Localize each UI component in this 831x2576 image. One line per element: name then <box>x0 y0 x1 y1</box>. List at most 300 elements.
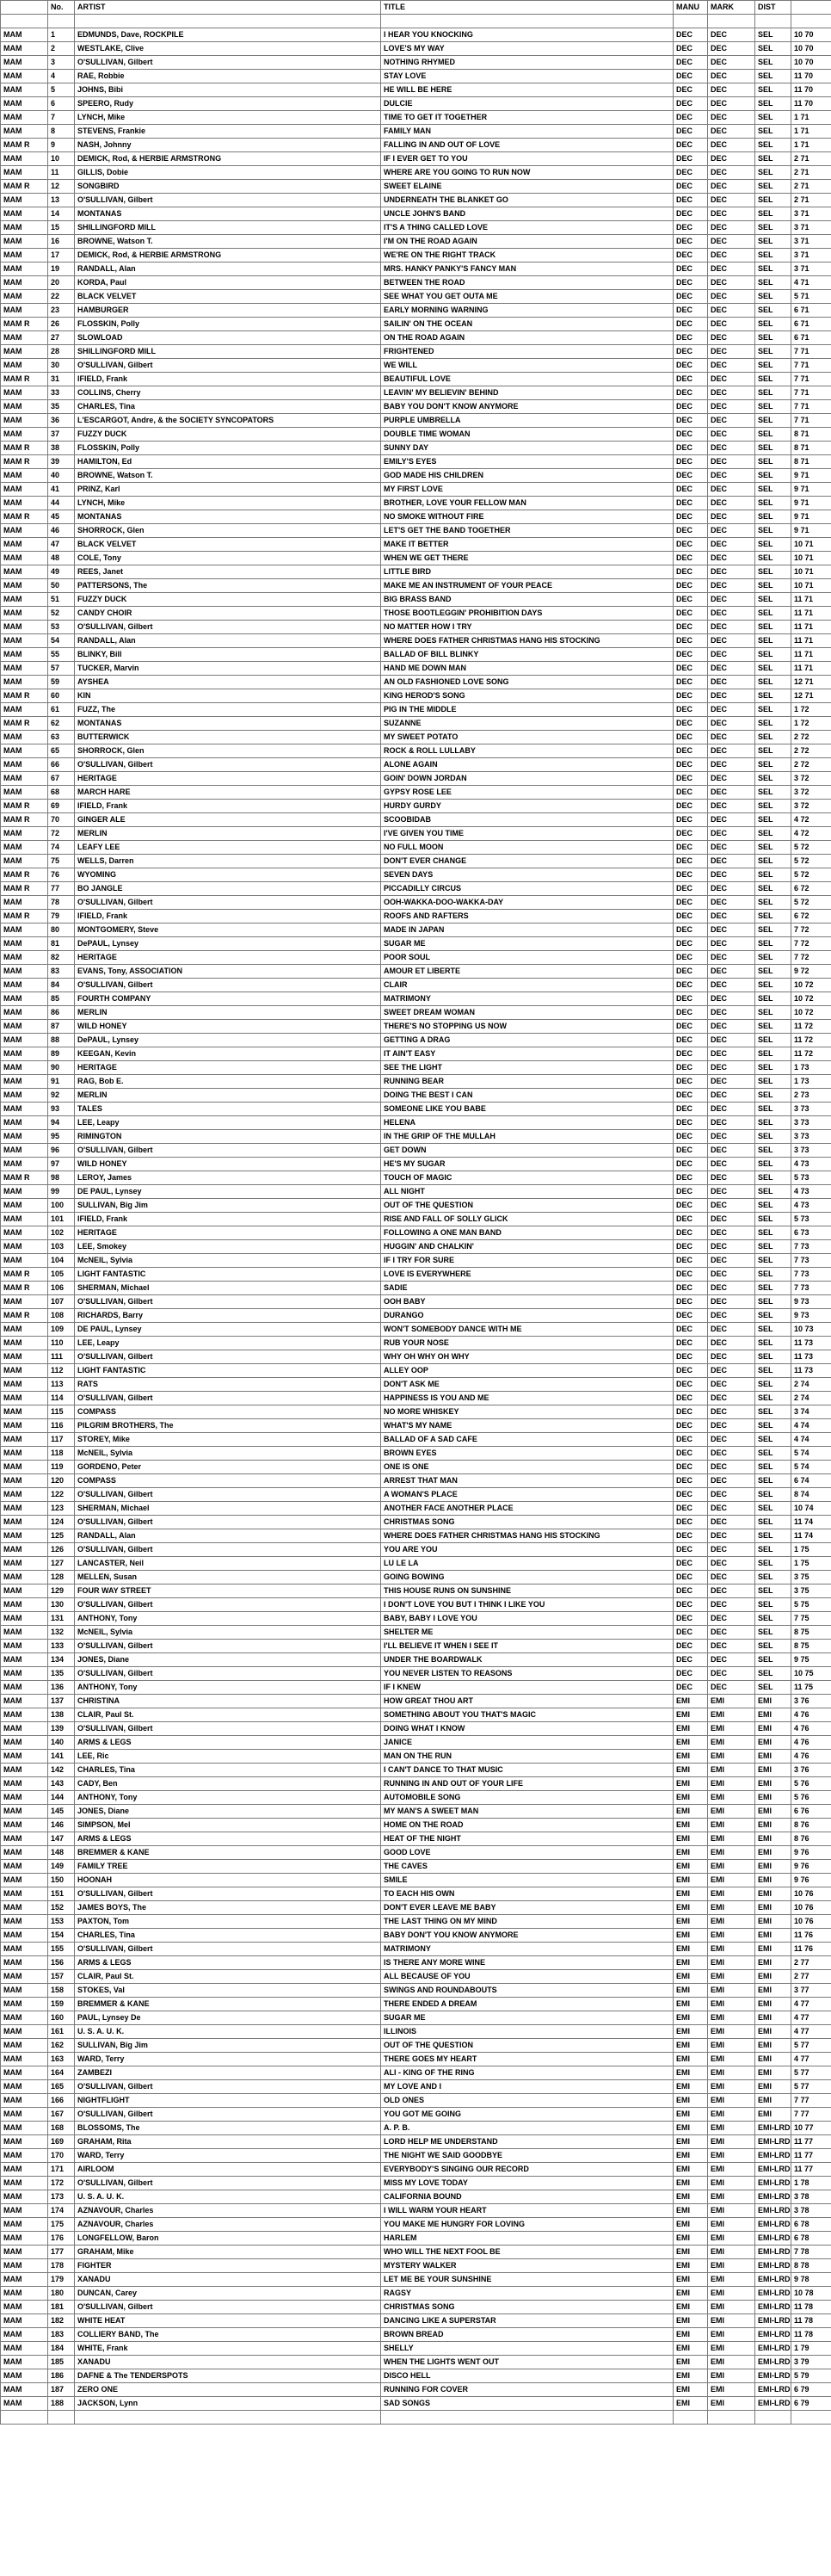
cell-mark: EMI <box>708 1819 755 1832</box>
cell-manu: DEC <box>674 56 708 70</box>
cell-artist: XANADU <box>75 2356 381 2369</box>
cell-manu: EMI <box>674 2232 708 2246</box>
cell-no: 38 <box>48 442 75 455</box>
cell-date: 1 73 <box>791 1061 831 1075</box>
table-row <box>1 1970 831 1984</box>
cell-no: 82 <box>48 951 75 965</box>
cell-artist: WYOMING <box>75 868 381 882</box>
cell-mark: DEC <box>708 786 755 800</box>
cell-dist: SEL <box>755 731 791 744</box>
cell-title: OOH-WAKKA-DOO-WAKKA-DAY <box>381 896 674 910</box>
cell-title: GOING BOWING <box>381 1571 674 1585</box>
cell-mark: EMI <box>708 2369 755 2383</box>
table-row <box>1 510 831 524</box>
cell-artist: O'SULLIVAN, Gilbert <box>75 1295 381 1309</box>
cell-artist: MERLIN <box>75 827 381 841</box>
cell-dist: EMI <box>755 1860 791 1874</box>
cell-artist: RANDALL, Alan <box>75 263 381 276</box>
cell-mark: EMI <box>708 2190 755 2204</box>
cell-manu: DEC <box>674 152 708 166</box>
cell-title: LOVE'S MY WAY <box>381 42 674 56</box>
cell-title: ARREST THAT MAN <box>381 1474 674 1488</box>
table-row <box>1 937 831 951</box>
cell-manu: DEC <box>674 1034 708 1047</box>
cell-date: 8 74 <box>791 1488 831 1502</box>
cell-title: YOU MAKE ME HUNGRY FOR LOVING <box>381 2218 674 2232</box>
cell-dist: SEL <box>755 1364 791 1378</box>
cell-manu: DEC <box>674 1516 708 1529</box>
cell-mark: DEC <box>708 676 755 689</box>
cell-no: 90 <box>48 1061 75 1075</box>
cell-date: 6 78 <box>791 2218 831 2232</box>
cell-mark: DEC <box>708 1626 755 1640</box>
cell-manu: DEC <box>674 524 708 538</box>
cell-date: 3 71 <box>791 235 831 249</box>
table-row <box>1 1103 831 1116</box>
cell-manu: DEC <box>674 841 708 855</box>
table-row <box>1 455 831 469</box>
cell-artist: JONES, Diane <box>75 1805 381 1819</box>
cell-dist: SEL <box>755 1171 791 1185</box>
cell-label: MAM <box>1 1929 48 1943</box>
cell-manu: EMI <box>674 2273 708 2287</box>
cell-date: 7 71 <box>791 414 831 428</box>
cell-date: 6 71 <box>791 318 831 331</box>
cell-artist: WHITE, Frank <box>75 2342 381 2356</box>
cell-mark: DEC <box>708 965 755 979</box>
cell-manu: DEC <box>674 139 708 152</box>
cell-mark: EMI <box>708 1764 755 1777</box>
cell-date: 5 79 <box>791 2369 831 2383</box>
table-row <box>1 194 831 207</box>
cell-title: BALLAD OF BILL BLINKY <box>381 648 674 662</box>
cell-label: MAM R <box>1 1268 48 1282</box>
cell-label: MAM <box>1 1419 48 1433</box>
table-row <box>1 841 831 855</box>
table-row <box>1 70 831 83</box>
table-row <box>1 2108 831 2122</box>
cell-artist: RICHARDS, Barry <box>75 1309 381 1323</box>
cell-title: ROCK & ROLL LULLABY <box>381 744 674 758</box>
cell-date: 9 73 <box>791 1295 831 1309</box>
cell-dist: EMI-LRD <box>755 2356 791 2369</box>
cell-artist: O'SULLIVAN, Gilbert <box>75 1488 381 1502</box>
cell-no: 184 <box>48 2342 75 2356</box>
cell-mark: DEC <box>708 937 755 951</box>
cell-no: 159 <box>48 1998 75 2011</box>
cell-dist: SEL <box>755 83 791 97</box>
cell-artist: DEMICK, Rod, & HERBIE ARMSTRONG <box>75 249 381 263</box>
cell-dist: SEL <box>755 758 791 772</box>
cell-manu: DEC <box>674 497 708 510</box>
cell-mark: EMI <box>708 1777 755 1791</box>
cell-manu: EMI <box>674 2259 708 2273</box>
cell-no: 27 <box>48 331 75 345</box>
cell-date: 11 74 <box>791 1516 831 1529</box>
table-row <box>1 579 831 593</box>
cell-manu: DEC <box>674 510 708 524</box>
cell-title: SAILIN' ON THE OCEAN <box>381 318 674 331</box>
cell-artist: TUCKER, Marvin <box>75 662 381 676</box>
cell-mark: DEC <box>708 1020 755 1034</box>
cell-label: MAM <box>1 469 48 483</box>
header-manu: MANU <box>674 1 708 15</box>
cell-dist: SEL <box>755 249 791 263</box>
cell-manu: DEC <box>674 813 708 827</box>
cell-title: AMOUR ET LIBERTE <box>381 965 674 979</box>
cell-no: 173 <box>48 2190 75 2204</box>
cell-no: 76 <box>48 868 75 882</box>
table-row <box>1 1777 831 1791</box>
table-row <box>1 1557 831 1571</box>
cell-no: 36 <box>48 414 75 428</box>
cell-label: MAM <box>1 152 48 166</box>
cell-label: MAM <box>1 1337 48 1350</box>
cell-title: FRIGHTENED <box>381 345 674 359</box>
table-row <box>1 2135 831 2149</box>
cell-label: MAM <box>1 1240 48 1254</box>
cell-label: MAM R <box>1 868 48 882</box>
cell-label: MAM <box>1 166 48 180</box>
cell-artist: MERLIN <box>75 1089 381 1103</box>
cell-title: TIME TO GET IT TOGETHER <box>381 111 674 125</box>
cell-manu: DEC <box>674 290 708 304</box>
cell-date: 4 71 <box>791 276 831 290</box>
cell-date: 6 76 <box>791 1805 831 1819</box>
cell-artist: STOREY, Mike <box>75 1433 381 1447</box>
cell-mark: EMI <box>708 1901 755 1915</box>
table-row <box>1 896 831 910</box>
cell-no: 122 <box>48 1488 75 1502</box>
cell-date: 3 71 <box>791 207 831 221</box>
cell-artist: SHERMAN, Michael <box>75 1502 381 1516</box>
table-row <box>1 552 831 565</box>
cell-mark: DEC <box>708 813 755 827</box>
cell-label: MAM <box>1 1943 48 1956</box>
cell-manu: DEC <box>674 579 708 593</box>
cell-artist: SPEERO, Rudy <box>75 97 381 111</box>
table-row <box>1 689 831 703</box>
cell-title: DOUBLE TIME WOMAN <box>381 428 674 442</box>
cell-title: EMILY'S EYES <box>381 455 674 469</box>
cell-mark: EMI <box>708 1887 755 1901</box>
cell-title: MY FIRST LOVE <box>381 483 674 497</box>
cell-dist: EMI <box>755 1819 791 1832</box>
cell-manu: DEC <box>674 304 708 318</box>
cell-title: WHERE ARE YOU GOING TO RUN NOW <box>381 166 674 180</box>
cell-artist: DePAUL, Lynsey <box>75 1034 381 1047</box>
cell-manu: EMI <box>674 2122 708 2135</box>
cell-no: 124 <box>48 1516 75 1529</box>
cell-artist: O'SULLIVAN, Gilbert <box>75 1640 381 1653</box>
cell-dist: SEL <box>755 111 791 125</box>
cell-title: BABY YOU DON'T KNOW ANYMORE <box>381 400 674 414</box>
cell-dist: EMI <box>755 1791 791 1805</box>
table-row <box>1 1213 831 1226</box>
cell-date: 11 77 <box>791 2135 831 2149</box>
table-row <box>1 2397 831 2411</box>
cell-artist: ANTHONY, Tony <box>75 1612 381 1626</box>
cell-date: 11 72 <box>791 1047 831 1061</box>
cell-date: 8 76 <box>791 1832 831 1846</box>
cell-no: 80 <box>48 924 75 937</box>
cell-mark: DEC <box>708 1681 755 1695</box>
cell-dist: SEL <box>755 1075 791 1089</box>
cell-manu: DEC <box>674 235 708 249</box>
cell-artist: GRAHAM, Mike <box>75 2246 381 2259</box>
table-row <box>1 373 831 386</box>
cell-no: 142 <box>48 1764 75 1777</box>
cell-label: MAM <box>1 2397 48 2411</box>
cell-label: MAM <box>1 579 48 593</box>
cell-dist: SEL <box>755 42 791 56</box>
cell-mark: DEC <box>708 263 755 276</box>
cell-artist: FAMILY TREE <box>75 1860 381 1874</box>
cell-mark: DEC <box>708 1213 755 1226</box>
cell-dist: SEL <box>755 1612 791 1626</box>
cell-manu: DEC <box>674 400 708 414</box>
cell-date: 11 71 <box>791 607 831 621</box>
cell-mark: DEC <box>708 331 755 345</box>
cell-mark: EMI <box>708 2080 755 2094</box>
cell-date: 11 70 <box>791 70 831 83</box>
cell-date: 8 71 <box>791 442 831 455</box>
table-row <box>1 1736 831 1750</box>
cell-dist: SEL <box>755 1488 791 1502</box>
cell-no: 83 <box>48 965 75 979</box>
cell-mark: EMI <box>708 1805 755 1819</box>
cell-no: 144 <box>48 1791 75 1805</box>
cell-artist: BLOSSOMS, The <box>75 2122 381 2135</box>
cell-mark: DEC <box>708 1158 755 1171</box>
cell-label: MAM <box>1 2314 48 2328</box>
cell-date: 4 74 <box>791 1433 831 1447</box>
cell-label: MAM <box>1 1915 48 1929</box>
cell-manu: DEC <box>674 125 708 139</box>
cell-mark: DEC <box>708 1488 755 1502</box>
cell-date: 3 75 <box>791 1571 831 1585</box>
cell-title: HOW GREAT THOU ART <box>381 1695 674 1708</box>
cell-label: MAM <box>1 1571 48 1585</box>
cell-label: MAM <box>1 483 48 497</box>
cell-mark: EMI <box>708 2122 755 2135</box>
cell-date: 10 71 <box>791 538 831 552</box>
cell-no: 166 <box>48 2094 75 2108</box>
cell-date: 11 71 <box>791 593 831 607</box>
cell-mark: DEC <box>708 1433 755 1447</box>
cell-no: 78 <box>48 896 75 910</box>
cell-no: 146 <box>48 1819 75 1832</box>
cell-mark: DEC <box>708 1378 755 1392</box>
cell-dist: SEL <box>755 607 791 621</box>
cell-manu: EMI <box>674 2039 708 2053</box>
table-row <box>1 221 831 235</box>
table-row <box>1 180 831 194</box>
cell-manu: EMI <box>674 1998 708 2011</box>
cell-artist: LYNCH, Mike <box>75 111 381 125</box>
table-row <box>1 1350 831 1364</box>
cell-mark: DEC <box>708 304 755 318</box>
cell-artist: ARMS & LEGS <box>75 1832 381 1846</box>
cell-title: CALIFORNIA BOUND <box>381 2190 674 2204</box>
cell-title: MADE IN JAPAN <box>381 924 674 937</box>
cell-dist: SEL <box>755 951 791 965</box>
cell-title: BIG BRASS BAND <box>381 593 674 607</box>
cell-manu: DEC <box>674 621 708 634</box>
cell-artist: RIMINGTON <box>75 1130 381 1144</box>
cell-artist: DE PAUL, Lynsey <box>75 1185 381 1199</box>
cell-title: STAY LOVE <box>381 70 674 83</box>
cell-date: 3 73 <box>791 1103 831 1116</box>
cell-no: 148 <box>48 1846 75 1860</box>
cell-dist: EMI <box>755 1750 791 1764</box>
cell-no: 96 <box>48 1144 75 1158</box>
cell-title: DOING WHAT I KNOW <box>381 1722 674 1736</box>
cell-artist: WELLS, Darren <box>75 855 381 868</box>
cell-mark: EMI <box>708 2314 755 2328</box>
cell-dist: SEL <box>755 56 791 70</box>
cell-artist: BUTTERWICK <box>75 731 381 744</box>
cell-label: MAM <box>1 1047 48 1061</box>
table-row <box>1 497 831 510</box>
cell-date: 7 78 <box>791 2246 831 2259</box>
cell-artist: O'SULLIVAN, Gilbert <box>75 1543 381 1557</box>
table-row <box>1 1653 831 1667</box>
cell-no: 110 <box>48 1337 75 1350</box>
cell-mark: DEC <box>708 1392 755 1405</box>
cell-title: NOTHING RHYMED <box>381 56 674 70</box>
table-row <box>1 1805 831 1819</box>
cell-date: 11 73 <box>791 1364 831 1378</box>
cell-manu: EMI <box>674 1915 708 1929</box>
cell-date: 3 71 <box>791 249 831 263</box>
cell-no: 136 <box>48 1681 75 1695</box>
table-row <box>1 1006 831 1020</box>
cell-date: 4 77 <box>791 1998 831 2011</box>
cell-artist: WARD, Terry <box>75 2149 381 2163</box>
table-row <box>1 593 831 607</box>
cell-no: 156 <box>48 1956 75 1970</box>
cell-label: MAM <box>1 414 48 428</box>
cell-mark: DEC <box>708 1529 755 1543</box>
table-row <box>1 56 831 70</box>
cell-artist: CLAIR, Paul St. <box>75 1708 381 1722</box>
cell-label: MAM <box>1 965 48 979</box>
cell-date: 1 75 <box>791 1543 831 1557</box>
cell-label: MAM <box>1 304 48 318</box>
cell-label: MAM <box>1 758 48 772</box>
cell-manu: DEC <box>674 1419 708 1433</box>
cell-manu: DEC <box>674 1640 708 1653</box>
cell-dist: EMI-LRD <box>755 2204 791 2218</box>
cell-mark: DEC <box>708 882 755 896</box>
cell-no: 185 <box>48 2356 75 2369</box>
cell-dist: EMI <box>755 1970 791 1984</box>
table-row <box>1 1392 831 1405</box>
cell-manu: EMI <box>674 1970 708 1984</box>
cell-date: 11 76 <box>791 1929 831 1943</box>
cell-mark: DEC <box>708 1337 755 1350</box>
cell-no: 150 <box>48 1874 75 1887</box>
cell-date: 3 75 <box>791 1585 831 1598</box>
cell-manu: DEC <box>674 1350 708 1364</box>
cell-artist: O'SULLIVAN, Gilbert <box>75 621 381 634</box>
cell-manu: EMI <box>674 2094 708 2108</box>
cell-dist: SEL <box>755 1681 791 1695</box>
cell-date <box>791 15 831 28</box>
cell-dist: SEL <box>755 1337 791 1350</box>
cell-mark: DEC <box>708 290 755 304</box>
cell-dist: SEL <box>755 552 791 565</box>
table-row <box>1 1502 831 1516</box>
table-row <box>1 1543 831 1557</box>
cell-dist: EMI <box>755 1956 791 1970</box>
cell-mark: EMI <box>708 1695 755 1708</box>
cell-dist: SEL <box>755 1585 791 1598</box>
cell-mark: DEC <box>708 1171 755 1185</box>
cell-title: PIG IN THE MIDDLE <box>381 703 674 717</box>
cell-label: MAM <box>1 1681 48 1695</box>
table-row <box>1 166 831 180</box>
cell-label: MAM <box>1 2218 48 2232</box>
cell-date: 5 71 <box>791 290 831 304</box>
cell-artist: KEEGAN, Kevin <box>75 1047 381 1061</box>
cell-artist: FOURTH COMPANY <box>75 992 381 1006</box>
cell-manu: DEC <box>674 1158 708 1171</box>
cell-artist: FOUR WAY STREET <box>75 1585 381 1598</box>
cell-dist: SEL <box>755 359 791 373</box>
cell-label: MAM <box>1 744 48 758</box>
cell-label: MAM <box>1 1144 48 1158</box>
table-row <box>1 1047 831 1061</box>
cell-title: KING HEROD'S SONG <box>381 689 674 703</box>
cell-label: MAM <box>1 1075 48 1089</box>
cell-dist: SEL <box>755 593 791 607</box>
table-row <box>1 2356 831 2369</box>
cell-mark: EMI <box>708 2383 755 2397</box>
cell-no: 54 <box>48 634 75 648</box>
cell-no: 111 <box>48 1350 75 1364</box>
cell-artist: ANTHONY, Tony <box>75 1681 381 1695</box>
cell-no: 155 <box>48 1943 75 1956</box>
cell-label: MAM <box>1 263 48 276</box>
cell-date: 5 76 <box>791 1791 831 1805</box>
cell-title: DON'T ASK ME <box>381 1378 674 1392</box>
cell-title: IS THERE ANY MORE WINE <box>381 1956 674 1970</box>
table-row <box>1 2246 831 2259</box>
cell-label: MAM <box>1 565 48 579</box>
cell-mark: EMI <box>708 2259 755 2273</box>
cell-label: MAM R <box>1 1282 48 1295</box>
cell-title: MISS MY LOVE TODAY <box>381 2177 674 2190</box>
cell-date: 10 75 <box>791 1667 831 1681</box>
cell-title: HELENA <box>381 1116 674 1130</box>
cell-artist: WARD, Terry <box>75 2053 381 2066</box>
cell-title: ON THE ROAD AGAIN <box>381 331 674 345</box>
table-row <box>1 1061 831 1075</box>
cell-title: ONE IS ONE <box>381 1461 674 1474</box>
cell-manu: DEC <box>674 855 708 868</box>
cell-dist: SEL <box>755 1185 791 1199</box>
table-row <box>1 2411 831 2425</box>
cell-date: 1 73 <box>791 1075 831 1089</box>
cell-manu: EMI <box>674 1984 708 1998</box>
cell-title: NO SMOKE WITHOUT FIRE <box>381 510 674 524</box>
cell-manu: DEC <box>674 607 708 621</box>
cell-artist: RANDALL, Alan <box>75 1529 381 1543</box>
table-row <box>1 1295 831 1309</box>
cell-dist: EMI <box>755 1708 791 1722</box>
